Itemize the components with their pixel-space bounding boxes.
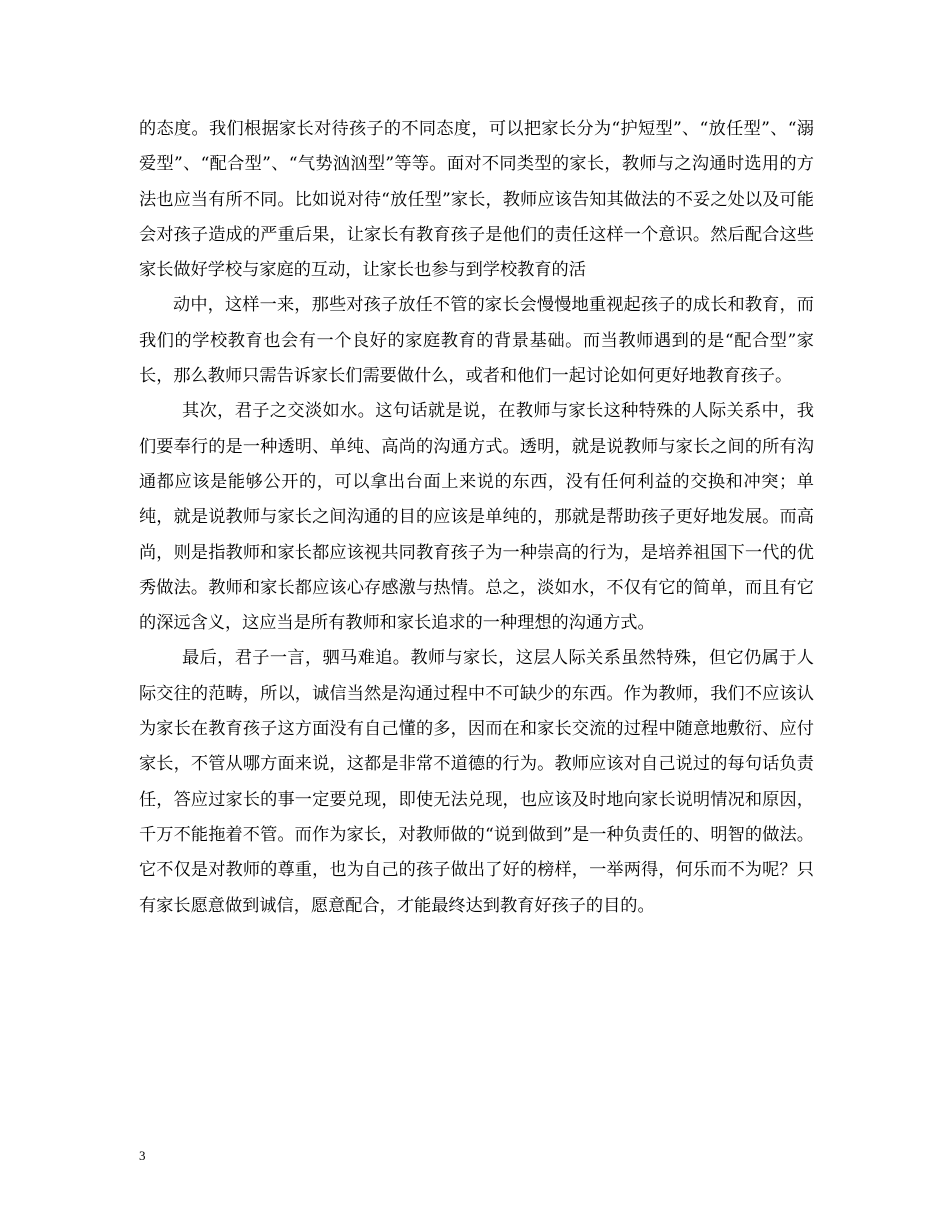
page-number: 3	[139, 1148, 146, 1163]
paragraph-continuation: 的态度。我们根据家长对待孩子的不同态度，可以把家长分为“护短型”、“放任型”、“溺爱型”、“配合型”、“气势汹汹型”等等。面对不同类型的家长，教师与之沟通时选用的方法也应当有所不同。比如说对待“放任型”家长，教师应该告知其做法的不妥之处以及可能会对孩子造成的严重后果，让家长有教育孩子是他们的责任这样一个意识。然后配合这些家长做好学校与家庭的互动，让家长也参与到学校教育的活	[139, 119, 814, 281]
document-body	[139, 112, 814, 924]
paragraph-activity-continued: 动中，这样一来，那些对孩子放任不管的家长会慢慢地重视起孩子的成长和教育，而我们的学校教育也会有一个良好的家庭教育的背景基础。而当教师遇到的是“配合型”家长，那么教师只需告诉家长们需要做什么，或者和他们一起讨论如何更好地教育孩子。	[139, 295, 814, 387]
paragraph-finally: 最后，君子一言，驷马难追。教师与家长，这层人际关系虽然特殊，但它仍属于人际交往的范畴，所以，诚信当然是沟通过程中不可缺少的东西。作为教师，我们不应该认为家长在教育孩子这方面没有自己懂的多，因而在和家长交流的过程中随意地敷衍、应付家长，不管从哪方面来说，这都是非常不道德的行为。教师应该对自己说过的每句话负责任，答应过家长的事一定要兑现，即使无法兑现，也应该及时地向家长说明情况和原因，千万不能拖着不管。而作为家长，对教师做的“说到做到”是一种负责任的、明智的做法。它不仅是对教师的尊重，也为自己的孩子做出了好的榜样，一举两得，何乐而不为呢？只有家长愿意做到诚信，愿意配合，才能最终达到教育好孩子的目的。	[139, 648, 814, 916]
paragraph-secondly: 其次，君子之交淡如水。这句话就是说，在教师与家长这种特殊的人际关系中，我们要奉行的是一种透明、单纯、高尚的沟通方式。透明，就是说教师与家长之间的所有沟通都应该是能够公开的，可以拿出台面上来说的东西，没有任何利益的交换和冲突；单纯，就是说教师与家长之间沟通的目的应该是单纯的，那就是帮助孩子更好地发展。而高尚，则是指教师和家长都应该视共同教育孩子为一种崇高的行为，是培养祖国下一代的优秀做法。教师和家长都应该心存感激与热情。总之，淡如水，不仅有它的简单，而且有它的深远含义，这应当是所有教师和家长追求的一种理想的沟通方式。	[139, 401, 814, 634]
